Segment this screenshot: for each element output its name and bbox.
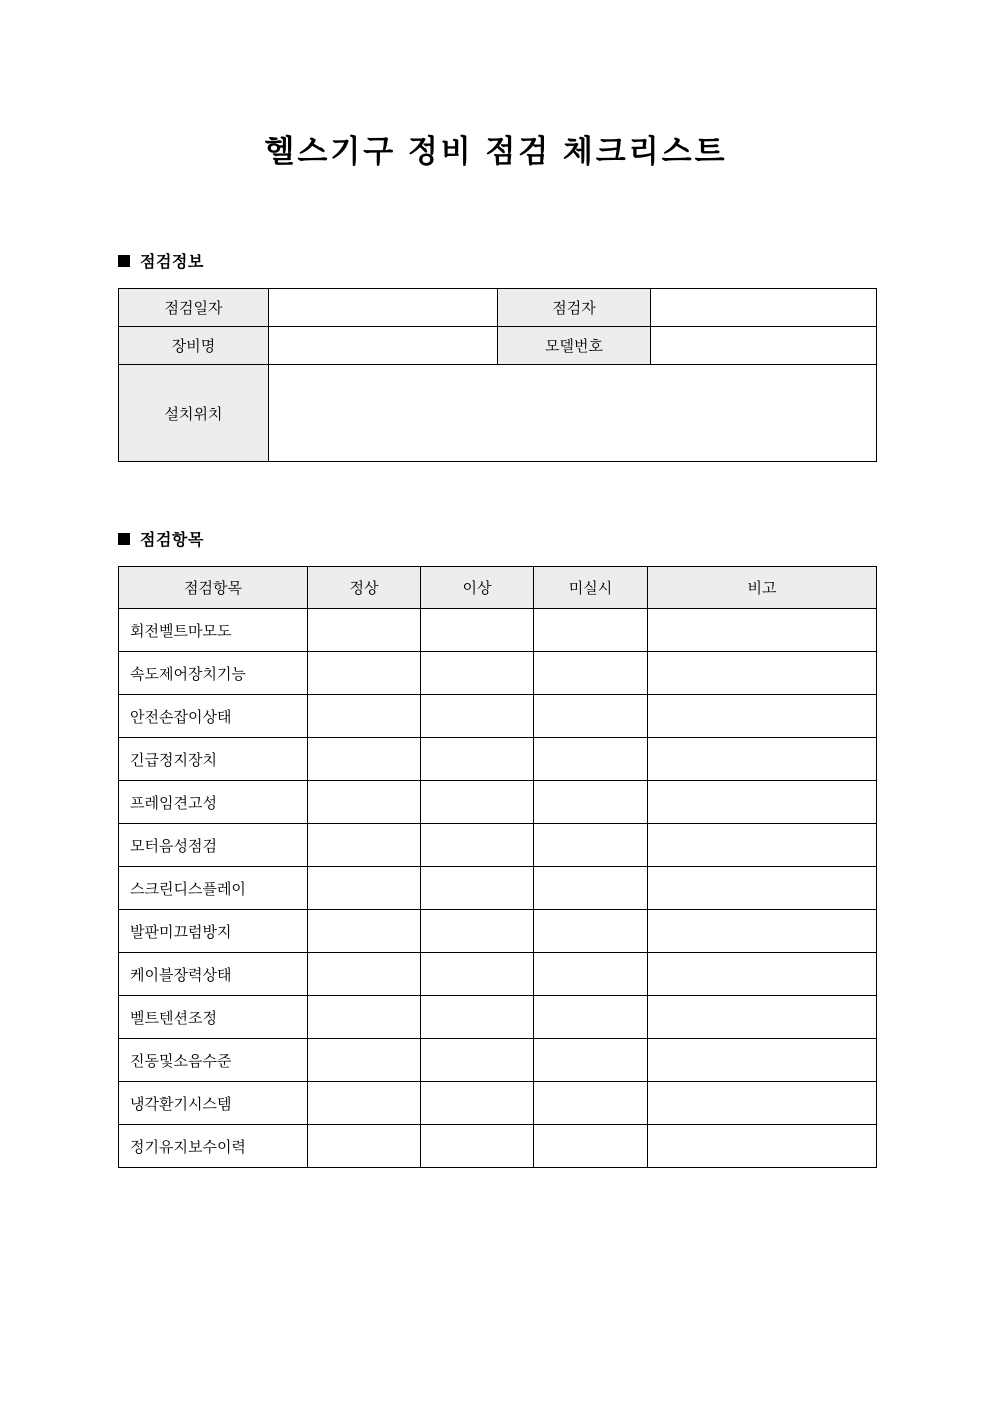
table-row [119,1039,877,1082]
table-row [119,695,877,738]
checkbox-cell-abnormal[interactable] [421,738,534,781]
checkbox-cell-abnormal[interactable] [421,781,534,824]
inspection-info-table [118,288,877,462]
remarks-cell[interactable] [648,824,877,867]
remarks-cell[interactable] [648,910,877,953]
filled-square-icon [118,533,130,545]
checkbox-cell-not-performed[interactable] [534,609,648,652]
field-value-install-location[interactable] [269,365,877,462]
remarks-cell[interactable] [648,781,877,824]
checklist-item-label: 스크린디스플레이 [119,867,308,910]
checklist-item-label: 냉각환기시스템 [119,1082,308,1125]
checkbox-cell-normal[interactable] [308,824,421,867]
table-row [119,652,877,695]
checklist-item-label: 정기유지보수이력 [119,1125,308,1168]
checklist-item-label: 안전손잡이상태 [119,695,308,738]
checkbox-cell-abnormal[interactable] [421,824,534,867]
table-row [119,867,877,910]
table-row [119,996,877,1039]
column-header-not-performed: 미실시 [534,567,648,609]
checkbox-cell-normal[interactable] [308,1039,421,1082]
checkbox-cell-abnormal[interactable] [421,652,534,695]
table-row [119,289,877,327]
checkbox-cell-not-performed[interactable] [534,695,648,738]
checkbox-cell-abnormal[interactable] [421,996,534,1039]
checkbox-cell-not-performed[interactable] [534,1039,648,1082]
checklist-item-label: 진동및소음수준 [119,1039,308,1082]
checkbox-cell-abnormal[interactable] [421,1039,534,1082]
field-value-inspection-date[interactable] [269,289,498,327]
column-header-abnormal: 이상 [421,567,534,609]
table-row [119,824,877,867]
table-row [119,953,877,996]
field-label-equipment-name: 장비명 [119,327,269,365]
checkbox-cell-normal[interactable] [308,695,421,738]
checkbox-cell-abnormal[interactable] [421,953,534,996]
checkbox-cell-abnormal[interactable] [421,1125,534,1168]
field-label-model-number: 모델번호 [498,327,651,365]
field-label-inspection-date: 점검일자 [119,289,269,327]
checkbox-cell-abnormal[interactable] [421,867,534,910]
checklist-item-label: 속도제어장치기능 [119,652,308,695]
remarks-cell[interactable] [648,738,877,781]
field-label-install-location: 설치위치 [119,365,269,462]
remarks-cell[interactable] [648,996,877,1039]
checkbox-cell-abnormal[interactable] [421,695,534,738]
checkbox-cell-normal[interactable] [308,996,421,1039]
table-row [119,781,877,824]
filled-square-icon [118,255,130,267]
checkbox-cell-not-performed[interactable] [534,781,648,824]
table-row [119,365,877,462]
field-value-inspector[interactable] [651,289,877,327]
checkbox-cell-abnormal[interactable] [421,910,534,953]
table-header-row [119,567,877,609]
column-header-normal: 정상 [308,567,421,609]
checkbox-cell-not-performed[interactable] [534,953,648,996]
checkbox-cell-not-performed[interactable] [534,910,648,953]
remarks-cell[interactable] [648,652,877,695]
checklist-item-label: 긴급정지장치 [119,738,308,781]
section-heading-info-label: 점검정보 [140,254,204,271]
field-label-inspector: 점검자 [498,289,651,327]
checkbox-cell-normal[interactable] [308,1125,421,1168]
table-row [119,1125,877,1168]
remarks-cell[interactable] [648,867,877,910]
checkbox-cell-not-performed[interactable] [534,824,648,867]
remarks-cell[interactable] [648,609,877,652]
field-value-equipment-name[interactable] [269,327,498,365]
checkbox-cell-abnormal[interactable] [421,609,534,652]
checkbox-cell-not-performed[interactable] [534,652,648,695]
checklist-item-label: 벨트텐션조정 [119,996,308,1039]
table-row [119,327,877,365]
checklist-item-label: 케이블장력상태 [119,953,308,996]
checkbox-cell-not-performed[interactable] [534,1125,648,1168]
checkbox-cell-not-performed[interactable] [534,738,648,781]
checklist-table [118,566,877,1168]
checkbox-cell-normal[interactable] [308,867,421,910]
checkbox-cell-normal[interactable] [308,781,421,824]
checkbox-cell-normal[interactable] [308,609,421,652]
remarks-cell[interactable] [648,1082,877,1125]
checkbox-cell-normal[interactable] [308,738,421,781]
column-header-remarks: 비고 [648,567,877,609]
column-header-item: 점검항목 [119,567,308,609]
checklist-item-label: 회전벨트마모도 [119,609,308,652]
table-row [119,1082,877,1125]
remarks-cell[interactable] [648,953,877,996]
section-heading-items-label: 점검항목 [140,532,204,549]
section-heading-items [118,527,204,550]
remarks-cell[interactable] [648,695,877,738]
checklist-item-label: 프레임견고성 [119,781,308,824]
table-row [119,738,877,781]
checkbox-cell-normal[interactable] [308,953,421,996]
field-value-model-number[interactable] [651,327,877,365]
checklist-item-label: 발판미끄럼방지 [119,910,308,953]
checkbox-cell-abnormal[interactable] [421,1082,534,1125]
checkbox-cell-normal[interactable] [308,910,421,953]
checkbox-cell-not-performed[interactable] [534,1082,648,1125]
remarks-cell[interactable] [648,1125,877,1168]
remarks-cell[interactable] [648,1039,877,1082]
checkbox-cell-not-performed[interactable] [534,867,648,910]
checkbox-cell-not-performed[interactable] [534,996,648,1039]
table-row [119,609,877,652]
checklist-item-label: 모터음성점검 [119,824,308,867]
table-row [119,910,877,953]
page-title: 헬스기구 정비 점검 체크리스트 [264,134,728,169]
checkbox-cell-normal[interactable] [308,1082,421,1125]
section-heading-info [118,249,204,272]
checkbox-cell-normal[interactable] [308,652,421,695]
